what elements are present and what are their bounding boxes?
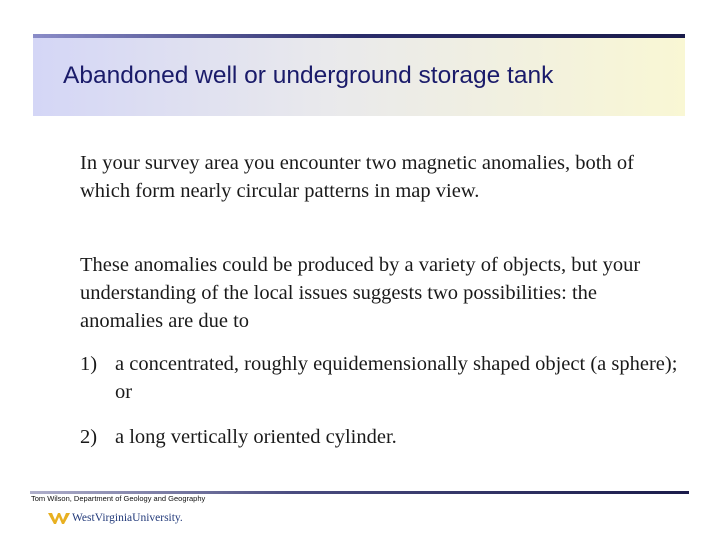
logo-text: WestVirginiaUniversity. <box>72 512 183 524</box>
body-paragraph-2: These anomalies could be produced by a variety of objects, but your understanding of the local issues suggests two possibilities: the anomalies are due to <box>80 254 641 332</box>
list-item-number: 1) <box>80 353 98 375</box>
list-item <box>80 350 680 406</box>
university-logo <box>48 508 183 528</box>
body-paragraph-1: In your survey area you encounter two magnetic anomalies, both of which form nearly circular patterns in map view. <box>80 152 634 202</box>
slide-title: Abandoned well or underground storage tank <box>63 62 554 89</box>
list-item-text: a long vertically oriented cylinder. <box>115 426 397 448</box>
list-item-text: a concentrated, roughly equidemensionally shaped object (a sphere); or <box>115 353 678 403</box>
wv-flying-logo-icon <box>48 511 70 525</box>
list-item-number: 2) <box>80 426 98 448</box>
list-item <box>80 423 680 451</box>
footer-credit: Tom Wilson, Department of Geology and Geography <box>31 494 206 503</box>
